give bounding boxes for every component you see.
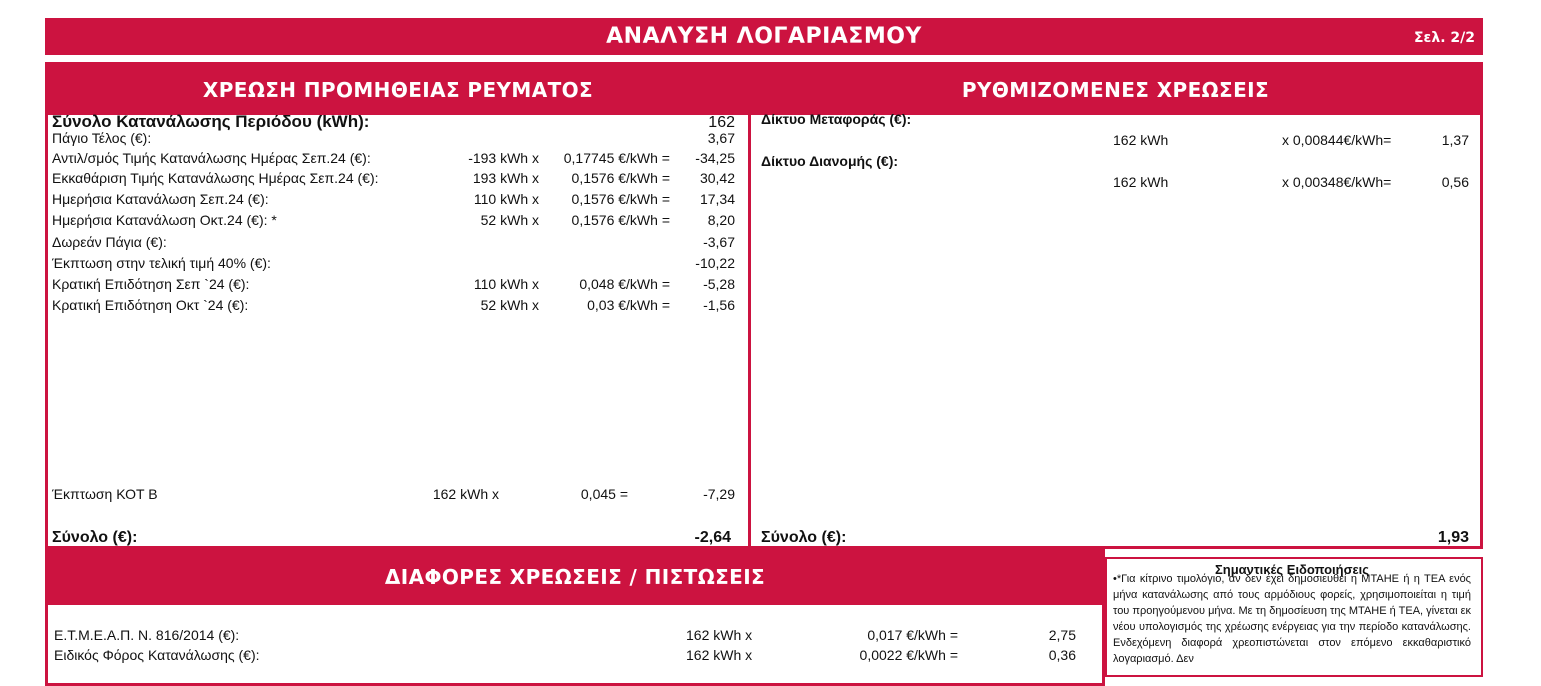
row-label: Αντιλ/σμός Τιμής Κατανάλωσης Ημέρας Σεπ.24 (€): (52, 150, 371, 166)
kot-discount-rate: 0,045 = (580, 486, 628, 502)
misc-row-rate: 0,017 €/kWh = (867, 627, 958, 643)
distribution-rate: x 0,00348€/kWh= (1282, 174, 1392, 190)
misc-charges-panel (45, 546, 1105, 686)
transmission-rate: x 0,00844€/kWh= (1282, 132, 1392, 148)
kot-discount-qty: 162 kWh x (432, 486, 499, 502)
misc-row-qty: 162 kWh x (686, 627, 753, 643)
row-label: Εκκαθάριση Τιμής Κατανάλωσης Ημέρας Σεπ.24 (€): (52, 170, 379, 186)
row-amount: 30,42 (699, 170, 735, 186)
row-amount: -34,25 (695, 150, 735, 166)
row-rate: 0,048 €/kWh = (579, 276, 670, 292)
total-consumption-value: 162 (708, 114, 735, 131)
row-rate: 0,17745 €/kWh = (563, 150, 670, 166)
row-label: Ημερήσια Κατανάλωση Οκτ.24 (€): * (52, 212, 277, 228)
misc-row-qty: 162 kWh x (686, 647, 753, 663)
distribution-amount: 0,56 (1441, 174, 1469, 190)
statement-title-bar (45, 18, 1483, 55)
row-label: Ημερήσια Κατανάλωση Σεπ.24 (€): (52, 191, 269, 207)
row-rate: 0,1576 €/kWh = (571, 170, 670, 186)
row-qty: 52 kWh x (480, 212, 539, 228)
transmission-qty: 162 kWh (1113, 132, 1169, 148)
regulated-charges-header: ΡΥΘΜΙΖΟΜΕΝΕΣ ΧΡΕΩΣΕΙΣ (751, 65, 1480, 115)
row-amount: -10,22 (695, 255, 735, 271)
misc-charges-header: ΔΙΑΦΟΡΕΣ ΧΡΕΩΣΕΙΣ / ΠΙΣΤΩΣΕΙΣ (48, 549, 1102, 605)
notices-box (1105, 557, 1483, 677)
distribution-qty: 162 kWh (1113, 174, 1169, 190)
misc-row-rate: 0,0022 €/kWh = (859, 647, 958, 663)
row-amount: -5,28 (703, 276, 735, 292)
supply-total-label: Σύνολο (€): (52, 529, 138, 546)
fixed-fee-label: Πάγιο Τέλος (€): (52, 130, 152, 146)
row-label: Έκπτωση στην τελική τιμή 40% (€): (52, 255, 271, 271)
row-label: Δωρεάν Πάγια (€): (52, 234, 167, 250)
misc-row-label: Ειδικός Φόρος Κατανάλωσης (€): (54, 647, 260, 663)
kot-discount-label: Έκπτωση ΚΟΤ Β (52, 486, 158, 502)
row-rate: 0,03 €/kWh = (587, 297, 670, 313)
row-rate: 0,1576 €/kWh = (571, 191, 670, 207)
transmission-label: Δίκτυο Μεταφοράς (€): (761, 111, 912, 127)
row-rate: 0,1576 €/kWh = (571, 212, 670, 228)
row-qty: 110 kWh x (473, 191, 539, 207)
misc-row-label: Ε.Τ.Μ.Ε.Α.Π. Ν. 816/2014 (€): (54, 627, 240, 643)
kot-discount-amount: -7,29 (703, 486, 735, 502)
row-amount: 17,34 (699, 191, 735, 207)
transmission-amount: 1,37 (1441, 132, 1469, 148)
row-qty: 52 kWh x (480, 297, 539, 313)
row-label: Κρατική Επιδότηση Σεπ `24 (€): (52, 276, 250, 292)
row-qty: -193 kWh x (468, 150, 539, 166)
distribution-label: Δίκτυο Διανομής (€): (761, 153, 899, 169)
supply-total-value: -2,64 (694, 529, 731, 546)
row-qty: 110 kWh x (473, 276, 539, 292)
fixed-fee-amount: 3,67 (707, 130, 735, 146)
supply-charges-header: ΧΡΕΩΣΗ ΠΡΟΜΗΘΕΙΑΣ ΡΕΥΜΑΤΟΣ (48, 65, 748, 115)
notices-text: •*Για κίτρινο τιμολόγιο, αν δεν έχει δημοσιευθεί η ΜΤΑΗΕ ή η ΤΕΑ ενός μήνα κατανάλωσης από τους αρμόδιους φορείς, χρησιμοποιείται η τιμή του προηγούμενου μήνα. Με τη δημοσίευση της ΜΤΑΗΕ ή ΤΕΑ, γίνεται εκ νέου υπολογισμός της χρέωσης ενέργειας για την περίοδο κατανάλωσης. Ενδεχόμενη διαφορά χρεοπιστώνεται στον επόμενο εκκαθαριστικό λογαριασμό. Δεν (1113, 573, 1471, 665)
regulated-total-value: 1,93 (1437, 529, 1469, 546)
misc-row-amount: 0,36 (1048, 647, 1076, 663)
row-amount: -1,56 (703, 297, 735, 313)
misc-row-amount: 2,75 (1048, 627, 1076, 643)
regulated-total-label: Σύνολο (€): (761, 529, 847, 546)
page-number: Σελ. 2/2 (1413, 30, 1475, 46)
total-consumption-label: Σύνολο Κατανάλωσης Περιόδου (kWh): (52, 112, 370, 131)
notices-title: Σημαντικές Ειδοποιήσεις (1214, 562, 1370, 577)
row-amount: 8,20 (707, 212, 735, 228)
row-qty: 193 kWh x (472, 170, 539, 186)
row-label: Κρατική Επιδότηση Οκτ `24 (€): (52, 297, 249, 313)
row-amount: -3,67 (703, 234, 735, 250)
statement-title: ΑΝΑΛΥΣΗ ΛΟΓΑΡΙΑΣΜΟΥ (606, 24, 922, 49)
